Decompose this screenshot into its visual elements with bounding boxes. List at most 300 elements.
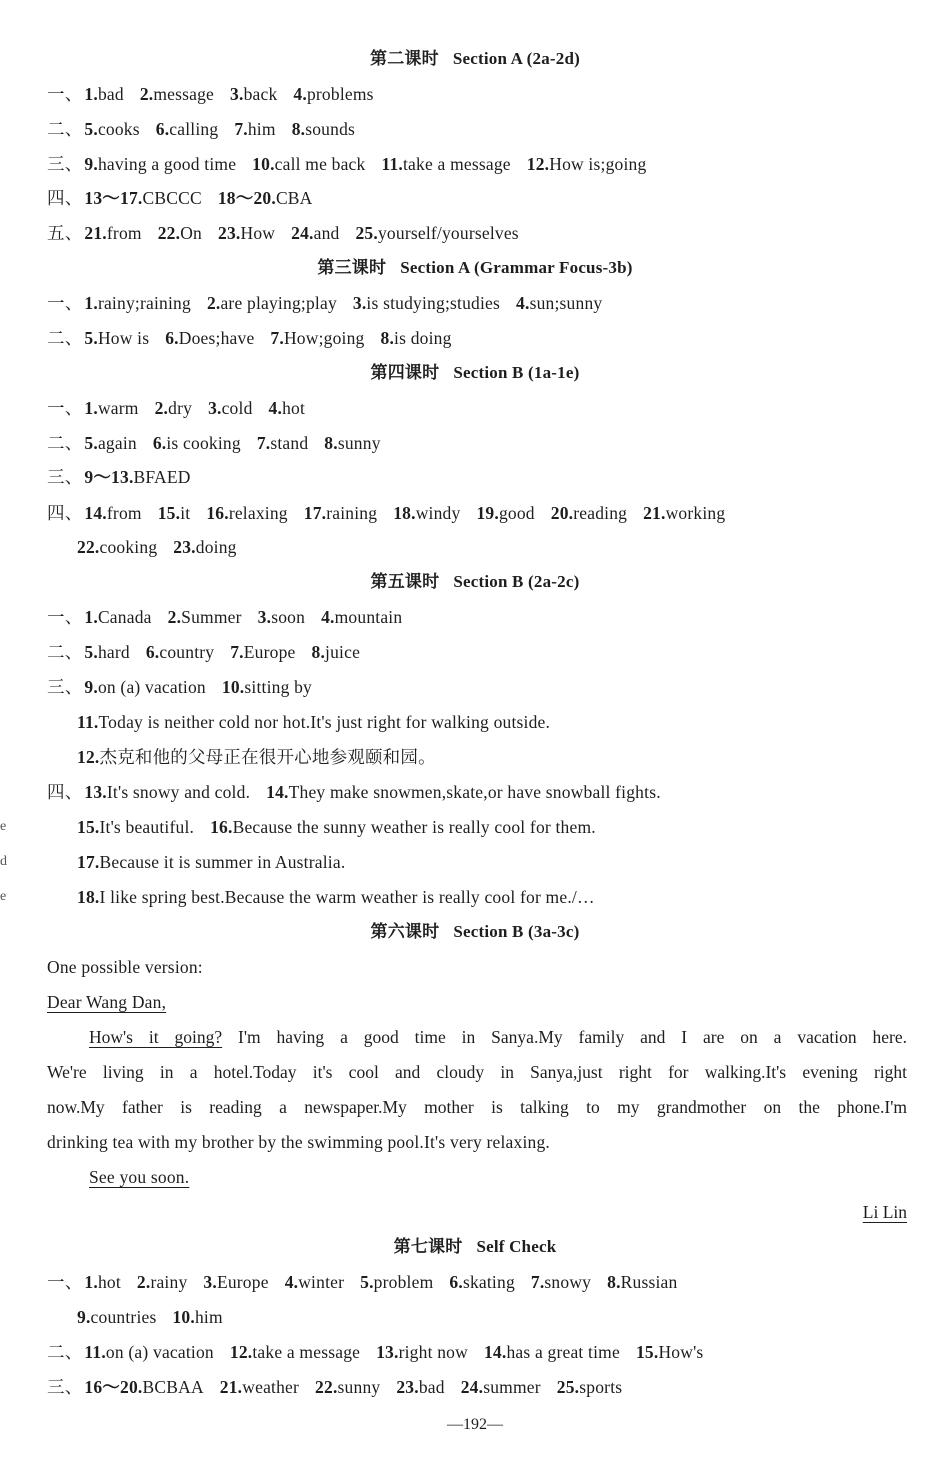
answer-text: raining xyxy=(326,503,378,523)
answer-text: problem xyxy=(373,1272,434,1292)
lesson-cn-title: 第二课时 xyxy=(370,49,439,68)
question-number: 14. xyxy=(266,782,289,802)
question-group-label: 一、 xyxy=(47,293,83,313)
question-number: 23. xyxy=(396,1377,419,1397)
question-group-label: 一、 xyxy=(47,607,83,627)
question-group-label: 一、 xyxy=(47,1272,83,1292)
answer-text: They make snowmen,skate,or have snowball fights. xyxy=(288,782,661,802)
question-number: 11. xyxy=(381,154,403,174)
answer-text: snowy xyxy=(544,1272,592,1292)
answer-item xyxy=(484,1342,620,1362)
question-number: 6. xyxy=(152,433,167,453)
answer-text: countries xyxy=(90,1307,157,1327)
letter-signature: Li Lin xyxy=(862,1202,907,1222)
answer-item xyxy=(353,293,500,313)
answer-text: How's xyxy=(658,1342,704,1362)
answer-item xyxy=(77,817,194,837)
question-number: 5. xyxy=(360,1272,374,1292)
question-number: 13～17. xyxy=(84,188,143,208)
answer-row xyxy=(47,1376,638,1398)
answer-item xyxy=(84,677,205,697)
answer-text: Summer xyxy=(181,607,242,627)
answer-text: 杰克和他的父母正在很开心地参观颐和园。 xyxy=(99,747,436,767)
question-number: 1. xyxy=(84,398,98,418)
answer-item xyxy=(312,642,361,662)
answer-item xyxy=(84,1272,121,1292)
question-number: 17. xyxy=(77,852,100,872)
question-number: 16. xyxy=(206,503,229,523)
question-number: 24. xyxy=(291,223,314,243)
answer-item xyxy=(172,1307,222,1327)
question-number: 4. xyxy=(268,398,283,418)
lesson-section-title: Section B (1a-1e) xyxy=(453,363,580,382)
question-number: 9. xyxy=(84,677,98,697)
answer-item xyxy=(153,433,241,453)
question-number: 6. xyxy=(145,642,160,662)
answer-text: take a message xyxy=(403,154,511,174)
question-number: 6. xyxy=(165,328,179,348)
answer-text: doing xyxy=(195,537,237,557)
answer-text: reading xyxy=(573,503,628,523)
answer-item xyxy=(84,154,236,174)
lesson-cn-title: 第六课时 xyxy=(370,922,440,941)
answer-text: Because the sunny weather is really cool for them. xyxy=(232,817,596,837)
answer-text: juice xyxy=(325,642,361,662)
answer-text: rainy xyxy=(150,1272,188,1292)
answer-text: Today is neither cold nor hot.It's just right for walking outside. xyxy=(98,712,551,732)
question-number: 19. xyxy=(476,503,499,523)
answer-text: bad xyxy=(97,84,124,104)
lesson-6-heading xyxy=(0,921,950,943)
lesson-cn-title: 第七课时 xyxy=(393,1237,463,1256)
answer-text: BCBAA xyxy=(142,1377,204,1397)
question-number: 11. xyxy=(77,712,99,732)
answer-item xyxy=(84,398,138,418)
question-number: 25. xyxy=(355,223,378,243)
answer-item xyxy=(230,642,295,662)
answer-item xyxy=(84,188,201,208)
question-group-label: 二、 xyxy=(47,642,83,662)
answer-item xyxy=(208,398,252,418)
letter-opening: How's it going? xyxy=(89,1027,223,1047)
answer-row xyxy=(47,781,677,803)
question-number: 3. xyxy=(352,293,367,313)
answer-item xyxy=(155,398,192,418)
answer-row xyxy=(47,606,418,628)
question-number: 21. xyxy=(219,1377,243,1397)
question-number: 21. xyxy=(643,503,666,523)
question-group-label: 五、 xyxy=(47,223,83,243)
question-number: 3. xyxy=(257,607,272,627)
answer-text: problems xyxy=(306,84,374,104)
answer-text: Because it is summer in Australia. xyxy=(99,852,346,872)
question-number: 3. xyxy=(230,84,244,104)
answer-item xyxy=(258,607,305,627)
page-number: —192— xyxy=(447,1416,503,1433)
answer-item xyxy=(321,607,402,627)
answer-item xyxy=(84,607,151,627)
question-number: 5. xyxy=(84,433,98,453)
question-number: 7. xyxy=(230,642,244,662)
answer-text: and xyxy=(313,223,340,243)
answer-row xyxy=(47,118,371,140)
answer-item xyxy=(551,503,627,523)
answer-item xyxy=(206,503,287,523)
answer-row xyxy=(47,466,207,488)
question-number: 22. xyxy=(315,1377,338,1397)
answer-text: sun;sunny xyxy=(529,293,603,313)
answer-item xyxy=(291,223,339,243)
answer-item xyxy=(449,1272,514,1292)
question-number: 20. xyxy=(550,503,574,523)
answer-text: Does;have xyxy=(178,328,255,348)
letter-line-1-rest: I'm having a good time in Sanya.My family and I are on a vacation here. xyxy=(222,1027,908,1047)
question-group-label: 一、 xyxy=(47,398,83,418)
answer-item xyxy=(84,84,123,104)
question-number: 13. xyxy=(376,1342,399,1362)
answer-text: How is xyxy=(97,328,150,348)
answer-item xyxy=(77,537,157,557)
answer-item xyxy=(292,119,355,139)
answer-item xyxy=(324,433,380,453)
question-number: 7. xyxy=(270,328,284,348)
answer-text: calling xyxy=(169,119,219,139)
answer-text: relaxing xyxy=(228,503,288,523)
answer-item xyxy=(285,1272,344,1292)
answer-text: windy xyxy=(415,503,461,523)
answer-item xyxy=(315,1377,380,1397)
answer-text: soon xyxy=(271,607,306,627)
edge-mark: e xyxy=(0,819,7,834)
question-group-label: 四、 xyxy=(47,503,83,523)
lesson-section-title: Section B (2a-2c) xyxy=(453,572,580,591)
answer-text: having a good time xyxy=(97,154,237,174)
answer-row xyxy=(77,816,612,838)
answer-item xyxy=(607,1272,677,1292)
answer-item xyxy=(218,223,275,243)
answer-item xyxy=(137,1272,188,1292)
answer-text: CBCCC xyxy=(142,188,202,208)
answer-item xyxy=(77,712,550,732)
answer-row xyxy=(47,327,468,349)
question-number: 6. xyxy=(155,119,170,139)
question-number: 11. xyxy=(84,1342,106,1362)
answer-text: message xyxy=(153,84,215,104)
question-number: 15. xyxy=(77,817,100,837)
question-number: 2. xyxy=(167,607,182,627)
answer-row xyxy=(77,536,253,558)
answer-text: Europe xyxy=(243,642,296,662)
answer-item xyxy=(360,1272,433,1292)
question-number: 9. xyxy=(77,1307,91,1327)
answer-item xyxy=(203,1272,268,1292)
answer-text: on (a) vacation xyxy=(97,677,206,697)
answer-item xyxy=(381,154,510,174)
answer-item xyxy=(476,503,534,523)
question-number: 5. xyxy=(84,119,98,139)
question-number: 9～13. xyxy=(84,467,134,487)
answer-item xyxy=(381,328,452,348)
answer-row xyxy=(77,886,611,908)
answer-item xyxy=(220,1377,299,1397)
question-number: 22. xyxy=(77,537,100,557)
answer-text: cold xyxy=(221,398,253,418)
answer-row xyxy=(47,83,390,105)
lesson-section-title: Self Check xyxy=(476,1237,557,1256)
answer-text: Russian xyxy=(620,1272,678,1292)
answer-item xyxy=(84,433,136,453)
answer-text: sunny xyxy=(337,1377,381,1397)
lesson-section-title: Section A (Grammar Focus-3b) xyxy=(400,258,633,277)
answer-text: hard xyxy=(97,642,130,662)
answer-text: again xyxy=(97,433,137,453)
question-group-label: 二、 xyxy=(47,1342,83,1362)
question-group-label: 三、 xyxy=(47,677,83,697)
answer-row xyxy=(47,397,321,419)
answer-item xyxy=(269,398,306,418)
question-number: 5. xyxy=(84,328,98,348)
lesson-7-heading xyxy=(0,1236,950,1258)
question-number: 5. xyxy=(84,642,98,662)
answer-item xyxy=(165,328,254,348)
lesson-cn-title: 第五课时 xyxy=(370,572,440,591)
answer-text: sports xyxy=(579,1377,623,1397)
answer-text: good xyxy=(498,503,535,523)
answer-text: are playing;play xyxy=(220,293,337,313)
question-number: 14. xyxy=(84,503,107,523)
answer-item xyxy=(168,607,242,627)
answer-item xyxy=(516,293,602,313)
question-number: 15. xyxy=(157,503,181,523)
answer-item xyxy=(84,223,141,243)
question-number: 4. xyxy=(284,1272,299,1292)
answer-text: winter xyxy=(298,1272,345,1292)
answer-item xyxy=(222,677,312,697)
answer-item xyxy=(84,782,250,802)
letter-salutation: Dear Wang Dan, xyxy=(47,992,167,1012)
question-number: 1. xyxy=(84,84,98,104)
answer-text: CBA xyxy=(275,188,313,208)
question-number: 3. xyxy=(203,1272,217,1292)
answer-item xyxy=(77,852,345,872)
answer-text: from xyxy=(106,503,142,523)
question-number: 2. xyxy=(206,293,221,313)
answer-text: dry xyxy=(168,398,193,418)
answer-text: BFAED xyxy=(133,467,191,487)
question-number: 7. xyxy=(234,119,248,139)
question-number: 16～20. xyxy=(84,1377,143,1397)
question-number: 1. xyxy=(84,1272,98,1292)
lesson-2-heading xyxy=(0,48,950,70)
answer-item xyxy=(270,328,364,348)
answer-text: sounds xyxy=(305,119,356,139)
answer-text: It's beautiful. xyxy=(99,817,195,837)
question-group-label: 三、 xyxy=(47,154,83,174)
question-number: 4. xyxy=(321,607,335,627)
answer-text: from xyxy=(106,223,142,243)
answer-item xyxy=(396,1377,444,1397)
question-number: 3. xyxy=(208,398,222,418)
lesson-4-heading xyxy=(0,362,950,384)
answer-text: rainy;raining xyxy=(97,293,191,313)
question-number: 7. xyxy=(530,1272,545,1292)
answer-text: On xyxy=(180,223,202,243)
answer-text: hot xyxy=(97,1272,121,1292)
question-number: 2. xyxy=(139,84,154,104)
question-group-label: 二、 xyxy=(47,328,83,348)
question-number: 8. xyxy=(311,642,326,662)
answer-item xyxy=(293,84,373,104)
answer-text: right now xyxy=(398,1342,468,1362)
answer-text: weather xyxy=(242,1377,300,1397)
question-group-label: 四、 xyxy=(47,188,83,208)
answer-text: Europe xyxy=(216,1272,269,1292)
answer-text: call me back xyxy=(274,154,366,174)
question-number: 1. xyxy=(84,607,98,627)
answer-text: skating xyxy=(462,1272,515,1292)
answer-item xyxy=(84,467,190,487)
answer-text: it xyxy=(180,503,191,523)
letter-line-4: drinking tea with my brother by the swimming pool.It's very relaxing. xyxy=(47,1132,550,1152)
answer-item xyxy=(218,188,313,208)
answer-item xyxy=(84,1377,203,1397)
answer-item xyxy=(84,1342,213,1362)
answer-row xyxy=(77,746,452,768)
question-number: 25. xyxy=(556,1377,580,1397)
answer-text: cooks xyxy=(97,119,140,139)
answer-row xyxy=(47,432,397,454)
question-number: 4. xyxy=(293,84,307,104)
question-number: 2. xyxy=(154,398,169,418)
answer-text: How xyxy=(240,223,276,243)
answer-item xyxy=(557,1377,623,1397)
answer-text: Canada xyxy=(97,607,152,627)
answer-text: hot xyxy=(282,398,306,418)
question-number: 12. xyxy=(77,747,100,767)
answer-row xyxy=(47,676,328,698)
question-group-label: 二、 xyxy=(47,433,83,453)
question-group-label: 一、 xyxy=(47,84,83,104)
answer-item xyxy=(158,223,202,243)
answer-item xyxy=(234,119,275,139)
question-number: 18. xyxy=(77,887,100,907)
question-number: 10. xyxy=(252,154,275,174)
question-number: 23. xyxy=(173,537,196,557)
answer-item xyxy=(230,84,277,104)
question-group-label: 二、 xyxy=(47,119,83,139)
question-number: 18. xyxy=(393,503,416,523)
letter-closing: See you soon. xyxy=(89,1167,190,1187)
answer-text: back xyxy=(243,84,278,104)
answer-item xyxy=(156,119,219,139)
question-number: 15. xyxy=(635,1342,659,1362)
answer-text: warm xyxy=(97,398,139,418)
answer-text: sitting by xyxy=(244,677,313,697)
question-number: 21. xyxy=(84,223,107,243)
answer-item xyxy=(527,154,647,174)
answer-text: yourself/yourselves xyxy=(377,223,519,243)
answer-text: is cooking xyxy=(166,433,241,453)
answer-item xyxy=(207,293,337,313)
answer-text: is doing xyxy=(394,328,452,348)
question-number: 12. xyxy=(229,1342,253,1362)
answer-item xyxy=(140,84,214,104)
answer-item xyxy=(77,747,436,767)
answer-text: cooking xyxy=(99,537,158,557)
answer-item xyxy=(84,328,149,348)
answer-item xyxy=(173,537,236,557)
letter-line-3: now.My father is reading a newspaper.My mother is talking to my grandmother on the phone.I'm xyxy=(47,1097,907,1117)
lesson-5-heading xyxy=(0,571,950,593)
answer-item xyxy=(461,1377,541,1397)
question-number: 14. xyxy=(483,1342,507,1362)
question-number: 2. xyxy=(136,1272,151,1292)
answer-item xyxy=(77,1307,156,1327)
question-number: 4. xyxy=(516,293,530,313)
answer-item xyxy=(84,293,191,313)
answer-item xyxy=(531,1272,591,1292)
answer-item xyxy=(643,503,725,523)
answer-row xyxy=(47,641,376,663)
answer-text: country xyxy=(159,642,215,662)
lesson-cn-title: 第三课时 xyxy=(317,258,387,277)
question-number: 6. xyxy=(449,1272,463,1292)
answer-item xyxy=(376,1342,468,1362)
question-number: 8. xyxy=(291,119,306,139)
question-number: 16. xyxy=(210,817,233,837)
question-number: 13. xyxy=(84,782,107,802)
question-number: 10. xyxy=(172,1307,195,1327)
letter-line-1 xyxy=(47,1026,907,1048)
answer-text: has a great time xyxy=(506,1342,620,1362)
answer-text: him xyxy=(194,1307,223,1327)
answer-item xyxy=(84,503,141,523)
answer-row xyxy=(47,222,535,244)
question-number: 23. xyxy=(218,223,241,243)
answer-row xyxy=(47,1271,693,1293)
answer-item xyxy=(257,433,308,453)
answer-row xyxy=(77,1306,239,1328)
question-group-label: 四、 xyxy=(47,782,83,802)
answer-row xyxy=(47,292,618,314)
lesson-3-heading xyxy=(0,257,950,279)
question-number: 24. xyxy=(460,1377,484,1397)
answer-text: sunny xyxy=(337,433,381,453)
edge-mark: e xyxy=(0,889,7,904)
lesson-cn-title: 第四课时 xyxy=(370,363,440,382)
answer-item xyxy=(158,503,191,523)
answer-text: is studying;studies xyxy=(366,293,501,313)
answer-row xyxy=(47,1341,719,1363)
question-number: 8. xyxy=(380,328,395,348)
answer-text: stand xyxy=(270,433,309,453)
answer-text: him xyxy=(247,119,276,139)
answer-item xyxy=(266,782,661,802)
answer-row xyxy=(47,187,329,209)
answer-item xyxy=(393,503,460,523)
question-number: 7. xyxy=(256,433,271,453)
answer-row xyxy=(47,153,662,175)
question-group-label: 三、 xyxy=(47,467,83,487)
answer-item xyxy=(355,223,518,243)
answer-text: mountain xyxy=(334,607,403,627)
answer-row xyxy=(77,851,361,873)
answer-item xyxy=(636,1342,703,1362)
answer-text: bad xyxy=(418,1377,445,1397)
answer-text: How;going xyxy=(283,328,365,348)
question-number: 18～20. xyxy=(217,188,276,208)
lesson-section-title: Section A (2a-2d) xyxy=(452,49,580,68)
